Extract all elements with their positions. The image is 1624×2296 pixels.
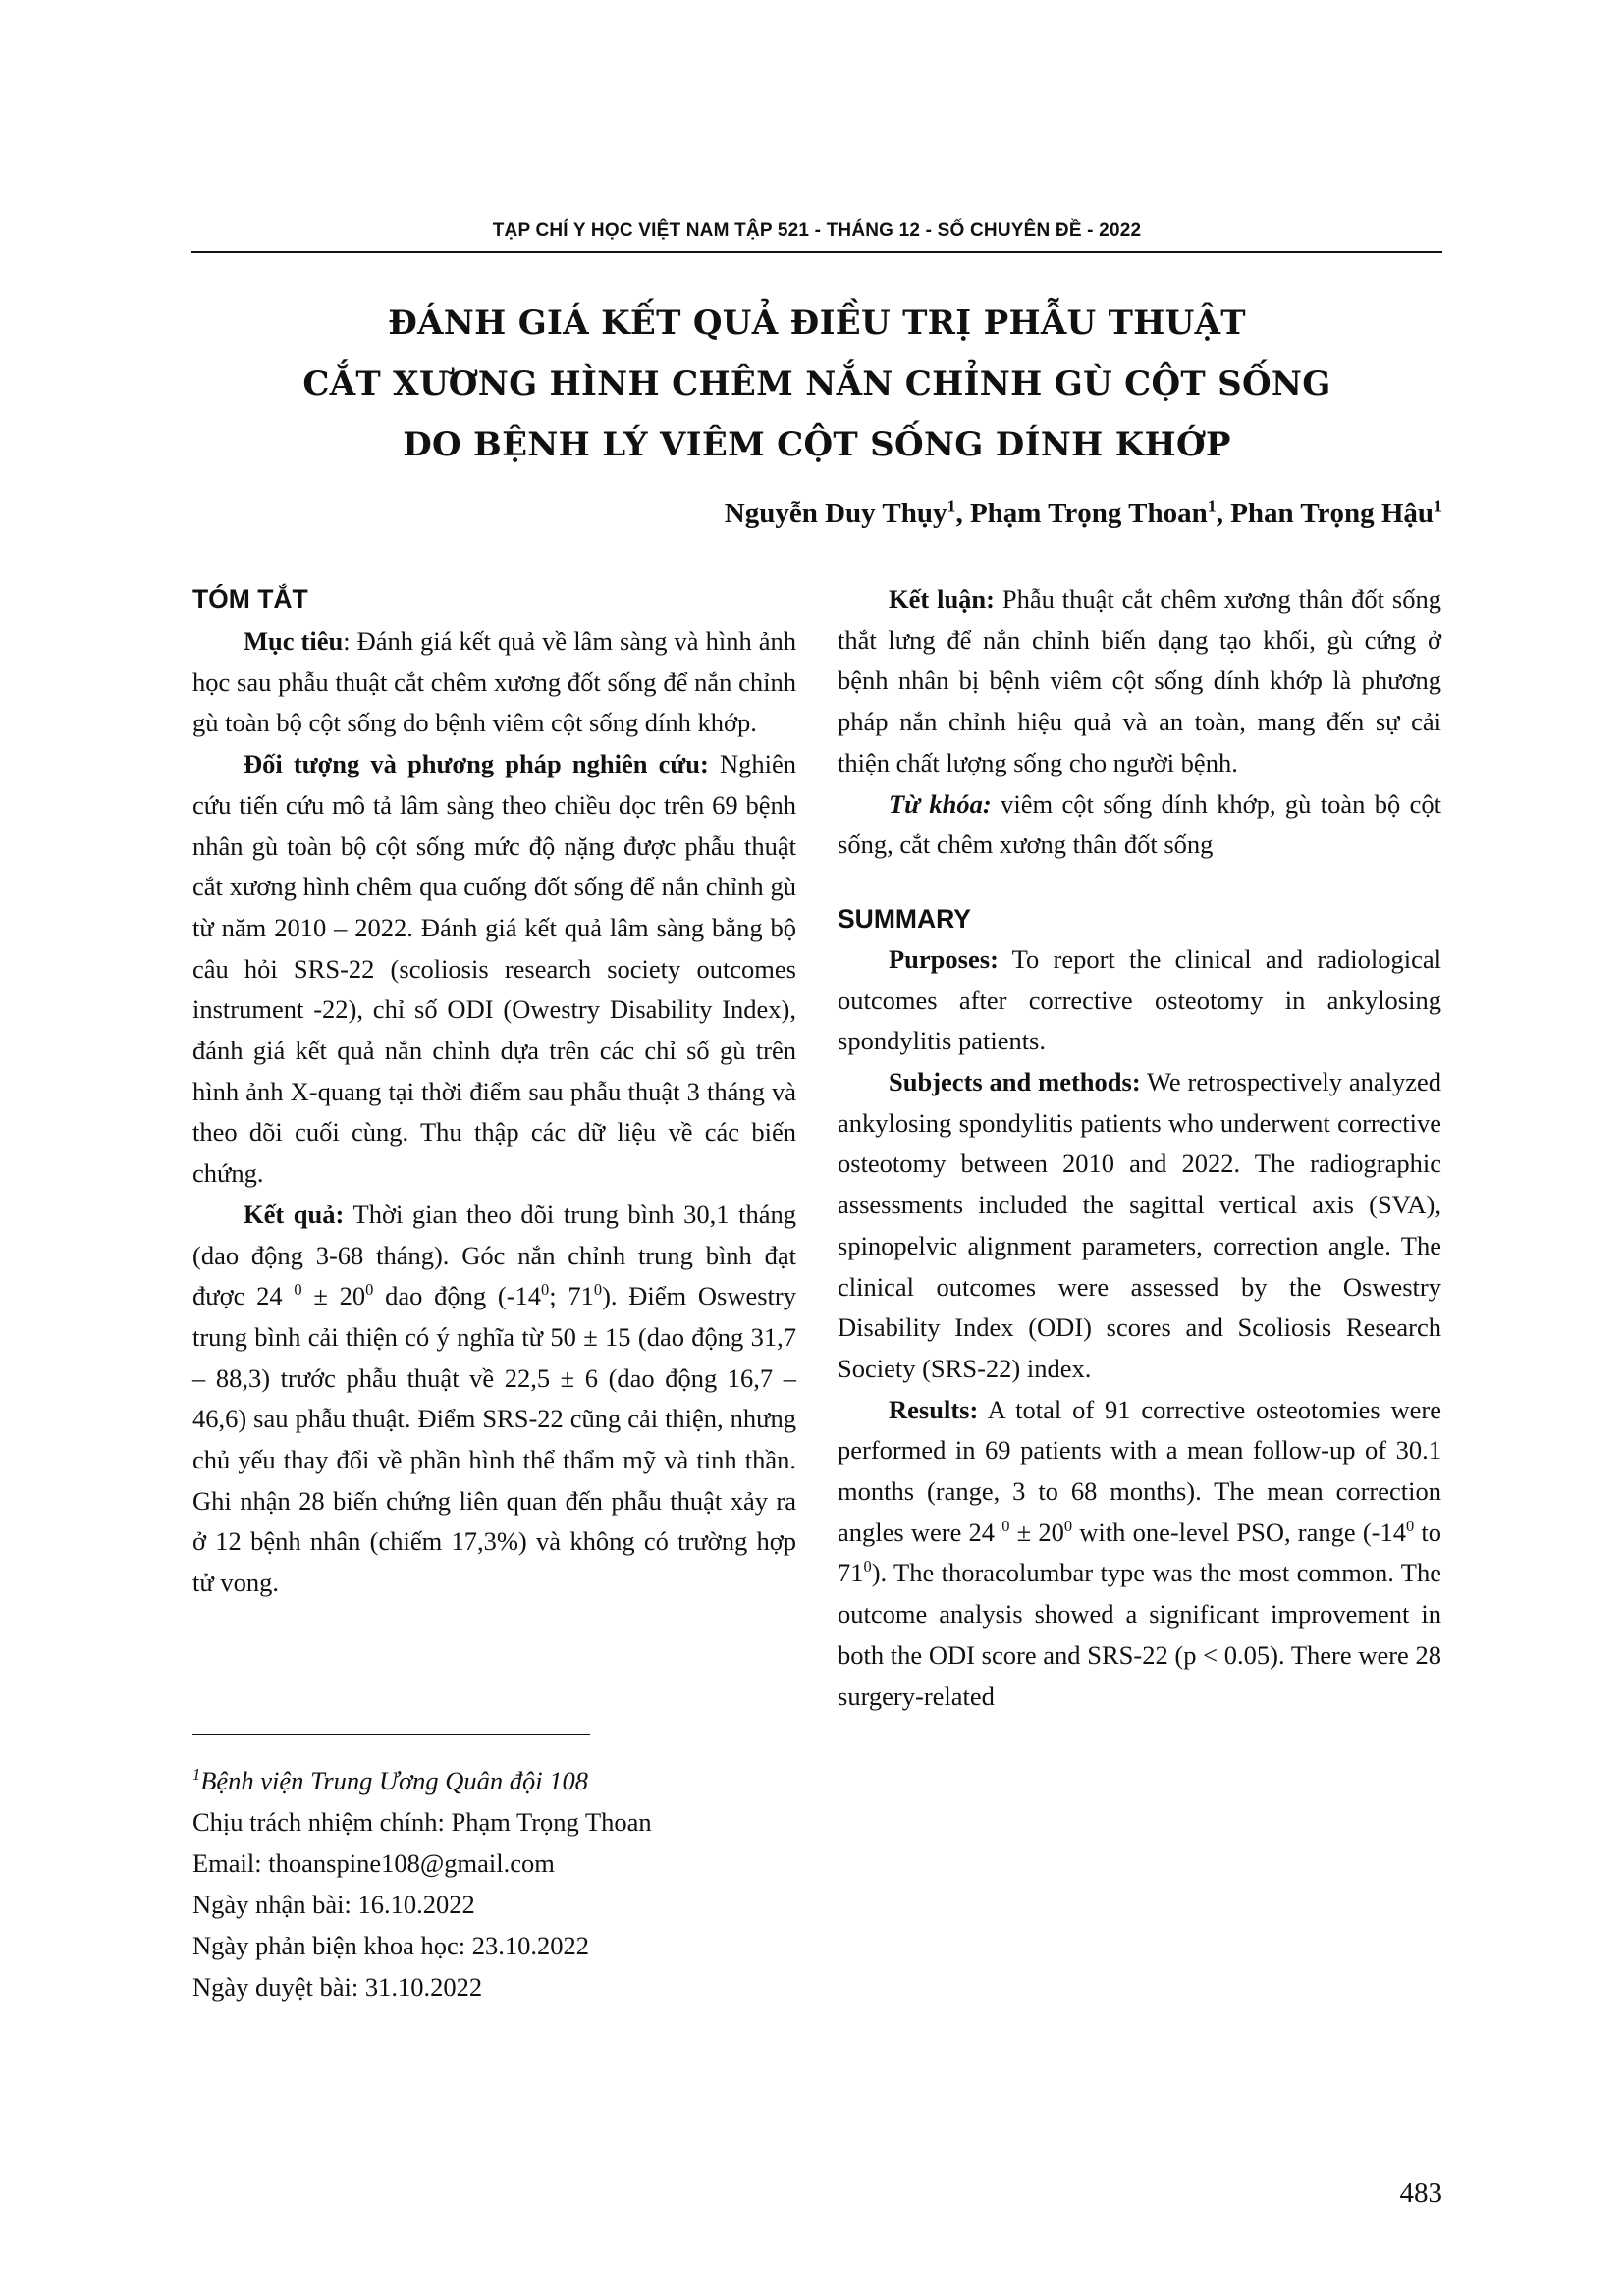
degree-sup: 0 xyxy=(294,1280,302,1300)
footnote-rule xyxy=(192,1734,590,1735)
degree-sup: 0 xyxy=(1063,1516,1073,1535)
conclusion-vi-label: Kết luận: xyxy=(889,584,995,614)
methods-vi-paragraph xyxy=(192,744,796,1195)
methods-en-paragraph xyxy=(838,1062,1441,1390)
journal-header: TẠP CHÍ Y HỌC VIỆT NAM TẬP 521 - THÁNG 12 - SỐ CHUYÊN ĐỀ - 2022 xyxy=(492,220,1142,240)
results-vi-text-5: ). Điểm Oswestry trung bình cải thiện có ý nghĩa từ 50 ± 15 (dao động 31,7 – 88,3) trước phẫu thuật về 22,5 ± 6 (dao động 16,7 – 46,6) sau phẫu thuật. Điểm SRS-22 cũng cải thiện, nhưng chủ yếu thay đổi về phần hình thể thẩm mỹ và tinh thần. Ghi nhận 28 biến chứng liên quan đến phẫu thuật xảy ra ở 12 bệnh nhân (chiếm 17,3%) và không có trường hợp tử vong. xyxy=(192,1281,796,1598)
author-sep-1: , xyxy=(955,498,970,529)
affiliation-note xyxy=(192,1760,796,1801)
header-rule xyxy=(191,251,1442,253)
right-column xyxy=(838,579,1441,1717)
footnotes xyxy=(192,1760,796,2007)
results-vi-text-2: ± 20 xyxy=(301,1281,366,1311)
keywords-label: Từ khóa: xyxy=(889,788,992,819)
results-vi-paragraph xyxy=(192,1195,796,1604)
results-en-label: Results: xyxy=(889,1394,979,1424)
results-vi-label: Kết quả: xyxy=(244,1199,345,1229)
author-2-affil: 1 xyxy=(1207,496,1217,516)
accepted-date: Ngày duyệt bài: 31.10.2022 xyxy=(192,1972,483,2002)
author-sep-2: , xyxy=(1216,498,1231,529)
conclusion-vi-paragraph xyxy=(838,579,1441,784)
author-1: Nguyễn Duy Thụy xyxy=(724,498,947,529)
purposes-paragraph xyxy=(838,939,1441,1062)
author-list xyxy=(725,498,1442,530)
objective-text: : Đánh giá kết quả về lâm sàng và hình ảnh học sau phẫu thuật cắt chêm xương đốt sống để nắn chỉnh gù toàn bộ cột sống do bệnh viêm cột sống dính khớp. xyxy=(192,626,797,738)
title-line-1: ĐÁNH GIÁ KẾT QUẢ ĐIỀU TRỊ PHẪU THUẬT xyxy=(388,303,1246,343)
left-column xyxy=(192,579,796,1604)
author-3-affil: 1 xyxy=(1434,496,1442,516)
author-1-affil: 1 xyxy=(947,496,956,516)
page-number: 483 xyxy=(1399,2177,1442,2209)
summary-heading: SUMMARY xyxy=(838,903,971,934)
degree-sup: 0 xyxy=(365,1280,374,1300)
results-en-text-1: A total of 91 corrective osteotomies were performed in 69 patients with a mean follow-up of 30.1 months (range, 3 to 68 months). The mean correction angles were 24 xyxy=(838,1394,1441,1547)
author-2: Phạm Trọng Thoan xyxy=(969,498,1208,529)
abstract-vi-heading: TÓM TẮT xyxy=(192,584,308,614)
degree-sup: 0 xyxy=(593,1280,603,1300)
results-en-text-3: with one-level PSO, range (-14 xyxy=(1072,1517,1406,1547)
degree-sup: 0 xyxy=(1001,1516,1010,1535)
results-en-text-2: ± 20 xyxy=(1009,1517,1064,1547)
methods-en-label: Subjects and methods: xyxy=(889,1067,1141,1097)
methods-en-text: We retrospectively analyzed ankylosing spondylitis patients who underwent corrective osteotomy between 2010 and 2022. The radiographic assessments included the sagittal vertical axis (SVA), spinopelvic alignment parameters, correction angle. The clinical outcomes were assessed by the Oswestry Disability Index (ODI) scores and Scoliosis Research Society (SRS-22) index. xyxy=(838,1067,1441,1383)
keywords-text: viêm cột sống dính khớp, gù toàn bộ cột sống, cắt chêm xương thân đốt sống xyxy=(838,788,1441,860)
affiliation-mark: 1 xyxy=(192,1765,201,1785)
affiliation-text: Bệnh viện Trung Ương Quân đội 108 xyxy=(200,1766,589,1795)
methods-vi-label: Đối tượng và phương pháp nghiên cứu: xyxy=(244,749,709,779)
email-line: Email: thoanspine108@gmail.com xyxy=(192,1848,555,1878)
results-en-text-4: to 71 xyxy=(838,1517,1442,1588)
degree-sup: 0 xyxy=(541,1280,550,1300)
degree-sup: 0 xyxy=(1405,1516,1415,1535)
results-en-paragraph xyxy=(838,1390,1441,1718)
keywords-paragraph xyxy=(838,784,1441,866)
objective-paragraph xyxy=(192,621,796,744)
article-title xyxy=(191,293,1442,475)
results-vi-text-4: ; 71 xyxy=(549,1281,594,1311)
results-en-text-5: ). The thoracolumbar type was the most common. The outcome analysis showed a significant improvement in both the ODI score and SRS-22 (p < 0.05). There were 28 surgery-related xyxy=(838,1558,1441,1711)
results-vi-text-1: Thời gian theo dõi trung bình 30,1 tháng (dao động 3-68 tháng). Góc nắn chỉnh trung bình đạt được 24 xyxy=(192,1199,797,1311)
objective-label: Mục tiêu xyxy=(244,626,344,656)
purposes-label: Purposes: xyxy=(889,943,999,974)
received-date: Ngày nhận bài: 16.10.2022 xyxy=(192,1890,475,1919)
responsible-author: Chịu trách nhiệm chính: Phạm Trọng Thoan xyxy=(192,1807,652,1837)
review-date: Ngày phản biện khoa học: 23.10.2022 xyxy=(192,1931,590,1960)
purposes-text: To report the clinical and radiological outcomes after corrective osteotomy in ankylosing spondylitis patients. xyxy=(838,943,1441,1056)
title-line-3: DO BỆNH LÝ VIÊM CỘT SỐNG DÍNH KHỚP xyxy=(403,425,1231,464)
author-3: Phan Trọng Hậu xyxy=(1230,498,1435,529)
title-line-2: CẮT XƯƠNG HÌNH CHÊM NẮN CHỈNH GÙ CỘT SỐNG xyxy=(302,364,1331,403)
degree-sup: 0 xyxy=(863,1557,872,1576)
methods-vi-text: Nghiên cứu tiến cứu mô tả lâm sàng theo chiều dọc trên 69 bệnh nhân gù toàn bộ cột sống mức độ nặng được phẫu thuật cắt xương hình chêm qua cuống đốt sống để nắn chỉnh gù từ năm 2010 – 2022. Đánh giá kết quả lâm sàng bằng bộ câu hỏi SRS-22 (scoliosis research society outcomes instrument -22), chỉ số ODI (Owestry Disability Index), đánh giá kết quả nắn chỉnh dựa trên các chỉ số gù trên hình ảnh X-quang tại thời điểm sau phẫu thuật 3 tháng và theo dõi cuối cùng. Thu thập các dữ liệu về các biến chứng. xyxy=(192,749,797,1189)
conclusion-vi-text: Phẫu thuật cắt chêm xương thân đốt sống thắt lưng để nắn chỉnh biến dạng tạo khối, gù cứng ở bệnh nhân bị bệnh viêm cột sống dính khớp là phương pháp nắn chỉnh hiệu quả và an toàn, mang đến sự cải thiện chất lượng sống cho người bệnh. xyxy=(838,584,1441,777)
results-vi-text-3: dao động (-14 xyxy=(373,1281,542,1311)
